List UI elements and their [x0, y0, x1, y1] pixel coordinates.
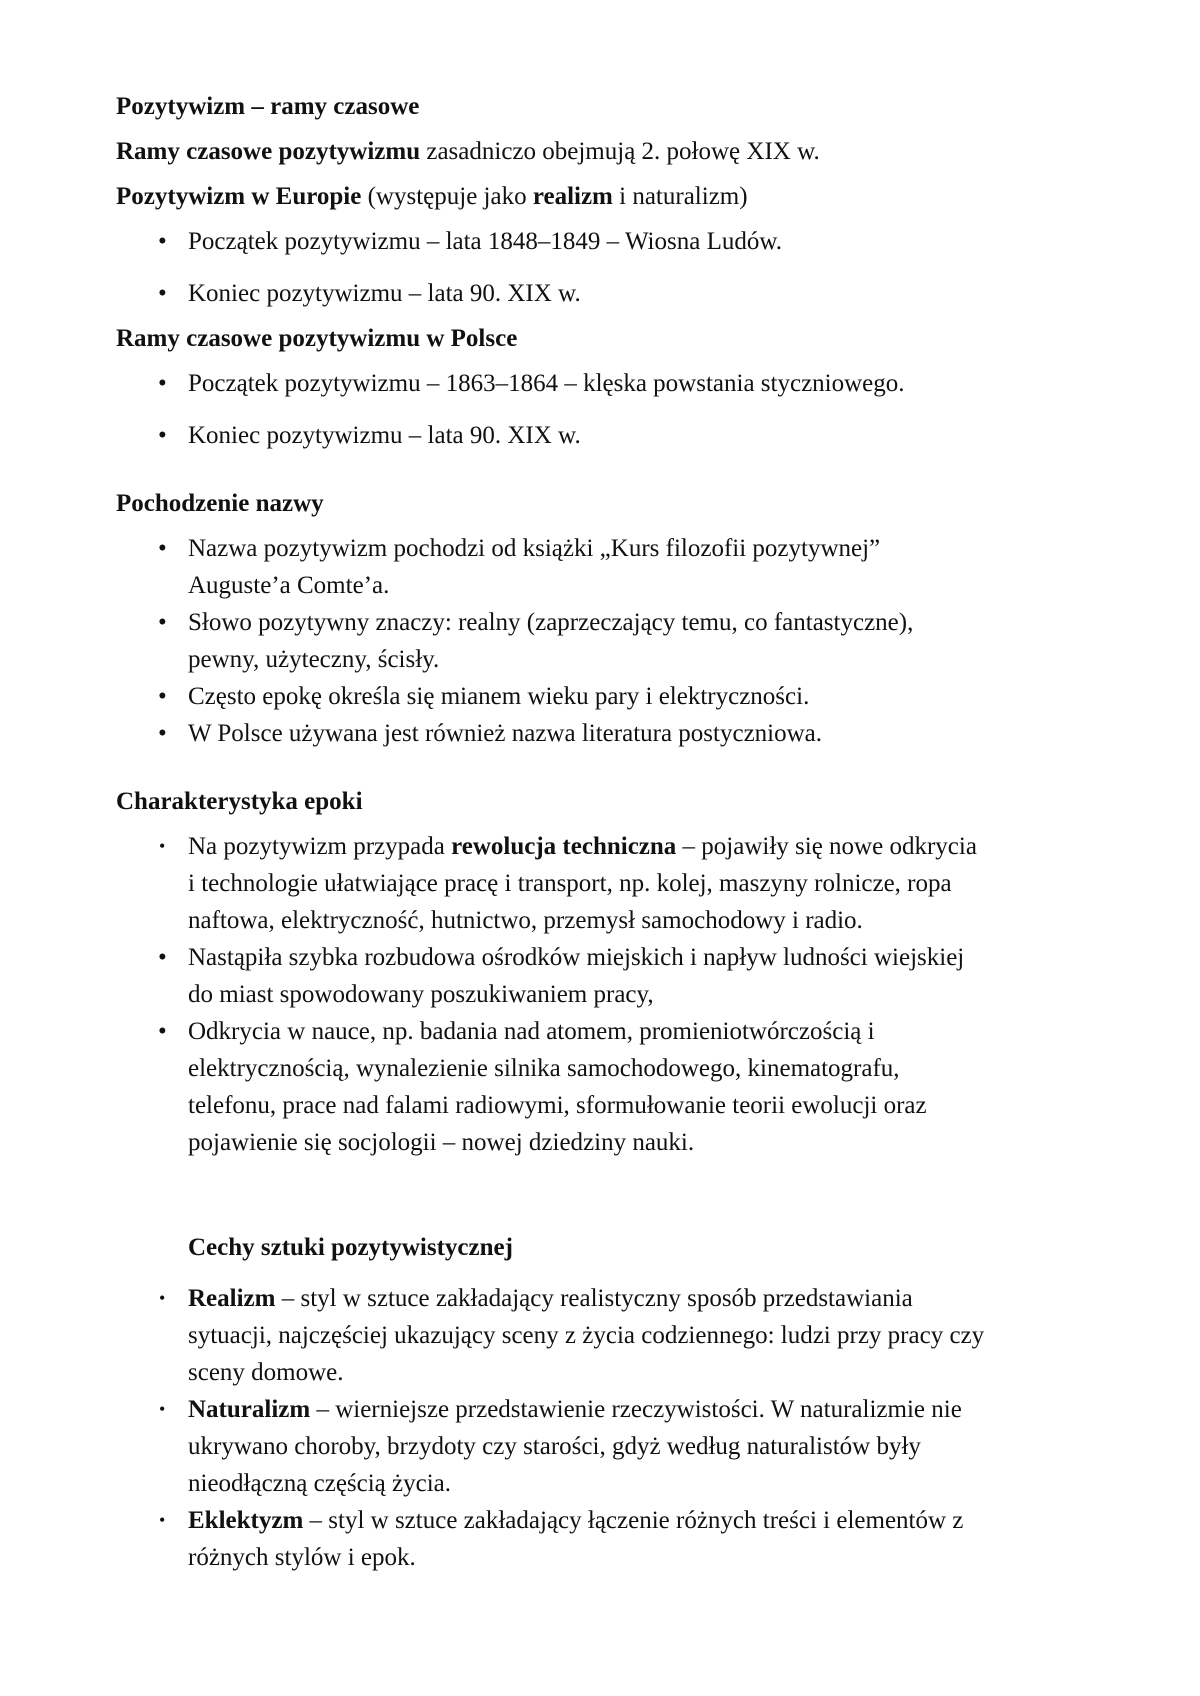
paragraph-text: i naturalizm)	[612, 183, 748, 210]
list-item-line: • Słowo pozytywny znaczy: realny (zaprzeczający temu, co fantastyczne),	[188, 609, 914, 636]
list-item-text: – pojawiły się nowe odkrycia	[676, 833, 977, 860]
bold-term: Ramy czasowe pozytywizmu	[116, 138, 421, 165]
list-item-line: telefonu, prace nad falami radiowymi, sformułowanie teorii ewolucji oraz	[188, 1092, 927, 1119]
list-item-text: Na pozytywizm przypada	[188, 833, 452, 860]
section-title-era-characteristics: Charakterystyka epoki	[116, 788, 363, 815]
list-item	[116, 604, 1106, 678]
list-item-line	[188, 1280, 1106, 1317]
list-item-line: Auguste’a Comte’a.	[188, 572, 390, 599]
list-item-line	[188, 1391, 1106, 1428]
list-item: • Początek pozytywizmu – lata 1848–1849 – Wiosna Ludów.	[116, 223, 1106, 260]
list-item	[116, 1013, 1106, 1161]
list-art-features	[116, 1280, 1106, 1576]
list-item-line: pewny, użyteczny, ścisły.	[188, 646, 440, 673]
bold-term: Naturalizm	[188, 1396, 311, 1423]
list-item-line: i technologie ułatwiające pracę i transport, np. kolej, maszyny rolnicze, ropa	[188, 870, 952, 897]
list-item-line: naftowa, elektryczność, hutnictwo, przemysł samochodowy i radio.	[188, 907, 863, 934]
paragraph-text: zasadniczo obejmują 2. połowę XIX w.	[420, 138, 820, 165]
list-item-line: pojawienie się socjologii – nowej dziedziny nauki.	[188, 1129, 695, 1156]
list-item-text: – wierniejsze przedstawienie rzeczywistości. W naturalizmie nie	[310, 1396, 962, 1423]
list-item: • Koniec pozytywizmu – lata 90. XIX w.	[116, 275, 1106, 312]
bold-term: Realizm	[188, 1285, 276, 1312]
list-poland	[116, 365, 1106, 454]
bold-term: rewolucja techniczna	[451, 833, 677, 860]
list-item	[116, 530, 1106, 604]
section-title-timeframe: Pozytywizm – ramy czasowe	[116, 93, 420, 120]
paragraph-timeframe	[116, 133, 1106, 170]
section-title-art-features: Cechy sztuki pozytywistycznej	[188, 1234, 513, 1261]
list-item-line: • W Polsce używana jest również nazwa literatura postyczniowa.	[188, 720, 823, 747]
list-name-origin	[116, 530, 1106, 752]
list-item	[116, 1502, 1106, 1576]
list-item	[116, 1391, 1106, 1502]
paragraph-europe	[116, 178, 1106, 215]
list-item-line: nieodłączną częścią życia.	[188, 1470, 452, 1497]
list-item-line: sceny domowe.	[188, 1359, 344, 1386]
list-item	[116, 1280, 1106, 1391]
list-item-line	[188, 1502, 1106, 1539]
list-item-text: – styl w sztuce zakładający realistyczny sposób przedstawiania	[275, 1285, 913, 1312]
document-page	[116, 88, 1106, 1576]
list-europe	[116, 223, 1106, 312]
bold-term: realizm	[532, 183, 613, 210]
bold-term: Pozytywizm w Europie	[116, 183, 362, 210]
list-item-line: • Nastąpiła szybka rozbudowa ośrodków miejskich i napływ ludności wiejskiej	[188, 944, 965, 971]
list-item-line: • Nazwa pozytywizm pochodzi od książki „Kurs filozofii pozytywnej”	[188, 535, 881, 562]
list-item: • Koniec pozytywizmu – lata 90. XIX w.	[116, 417, 1106, 454]
list-item-line	[188, 828, 1106, 865]
list-item-line: różnych stylów i epok.	[188, 1544, 416, 1571]
list-item: • Początek pozytywizmu – 1863–1864 – klęska powstania styczniowego.	[116, 365, 1106, 402]
section-title-name-origin: Pochodzenie nazwy	[116, 490, 324, 517]
list-item	[116, 939, 1106, 1013]
list-era-characteristics	[116, 828, 1106, 1161]
list-item-line: sytuacji, najczęściej ukazujący sceny z życia codziennego: ludzi przy pracy czy	[188, 1322, 985, 1349]
list-item-line: do miast spowodowany poszukiwaniem pracy,	[188, 981, 654, 1008]
list-item-line: elektrycznością, wynalezienie silnika samochodowego, kinematografu,	[188, 1055, 900, 1082]
subheading-poland: Ramy czasowe pozytywizmu w Polsce	[116, 325, 518, 352]
list-item-line: ukrywano choroby, brzydoty czy starości, gdyż według naturalistów były	[188, 1433, 921, 1460]
list-item-line: • Odkrycia w nauce, np. badania nad atomem, promieniotwórczością i	[188, 1018, 875, 1045]
bold-term: Eklektyzm	[188, 1507, 304, 1534]
list-item-line: • Często epokę określa się mianem wieku pary i elektryczności.	[188, 683, 810, 710]
paragraph-text: (występuje jako	[361, 183, 533, 210]
list-item	[116, 828, 1106, 939]
list-item-text: – styl w sztuce zakładający łączenie różnych treści i elementów z	[303, 1507, 964, 1534]
list-item	[116, 678, 1106, 715]
list-item	[116, 715, 1106, 752]
